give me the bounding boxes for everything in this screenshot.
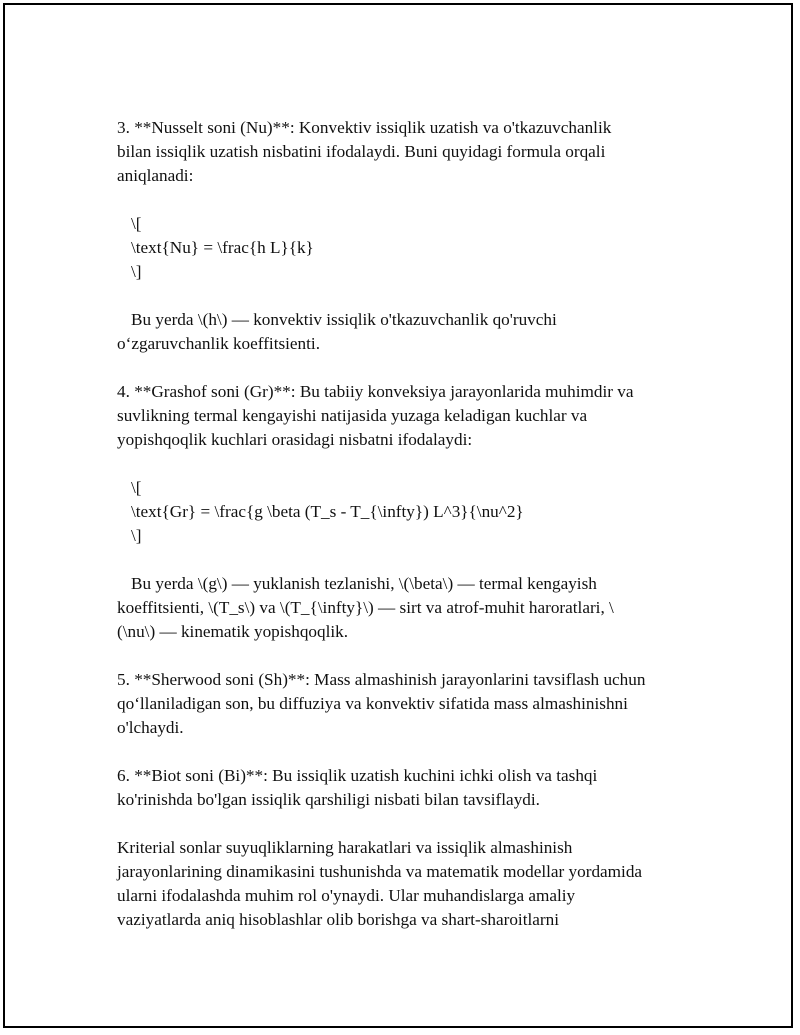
text-line: ko'rinishda bo'lgan issiqlik qarshiligi nisbati bilan tavsiflaydi. bbox=[117, 790, 540, 809]
note-grashof-continued bbox=[117, 596, 717, 644]
item-biot bbox=[117, 764, 717, 812]
document-body bbox=[117, 116, 717, 956]
text-line: ularni ifodalashda muhim rol o'ynaydi. Ular muhandislarga amaliy bbox=[117, 886, 576, 905]
item-nusselt bbox=[117, 116, 717, 188]
text-line: o'lchaydi. bbox=[117, 718, 184, 737]
text-line: bilan issiqlik uzatish nisbatini ifodalaydi. Buni quyidagi formula orqali bbox=[117, 142, 606, 161]
text-line: 5. **Sherwood soni (Sh)**: Mass almashinish jarayonlarini tavsiflash uchun bbox=[117, 670, 646, 689]
text-line: Bu yerda \(h\) — konvektiv issiqlik o'tkazuvchanlik qo'ruvchi bbox=[131, 310, 557, 329]
text-line: 6. **Biot soni (Bi)**: Bu issiqlik uzatish kuchini ichki olish va tashqi bbox=[117, 766, 598, 785]
formula-grashof bbox=[117, 476, 717, 548]
text-line: 3. **Nusselt soni (Nu)**: Konvektiv issiqlik uzatish va o'tkazuvchanlik bbox=[117, 118, 612, 137]
note-grashof bbox=[117, 572, 717, 596]
text-line: o‘zgaruvchanlik koeffitsienti. bbox=[117, 334, 321, 353]
conclusion-paragraph bbox=[117, 836, 717, 932]
text-line: (\nu\) — kinematik yopishqoqlik. bbox=[117, 622, 349, 641]
text-line: suvlikning termal kengayishi natijasida yuzaga keladigan kuchlar va bbox=[117, 406, 588, 425]
text-line: jarayonlarining dinamikasini tushunishda va matematik modellar yordamida bbox=[117, 862, 643, 881]
formula-line: \[ bbox=[131, 214, 142, 233]
note-nusselt-continued bbox=[117, 332, 717, 356]
formula-line: \text{Gr} = \frac{g \beta (T_s - T_{\infty}) L^3}{\nu^2} bbox=[131, 502, 524, 521]
item-grashof bbox=[117, 380, 717, 452]
formula-line: \] bbox=[131, 262, 142, 281]
text-line: vaziyatlarda aniq hisoblashlar olib borishga va shart-sharoitlarni bbox=[117, 910, 559, 929]
formula-nusselt bbox=[117, 212, 717, 284]
text-line: 4. **Grashof soni (Gr)**: Bu tabiiy konveksiya jarayonlarida muhimdir va bbox=[117, 382, 634, 401]
text-line: yopishqoqlik kuchlari orasidagi nisbatni ifodalaydi: bbox=[117, 430, 473, 449]
text-line: qo‘llaniladigan son, bu diffuziya va konvektiv sifatida mass almashinishni bbox=[117, 694, 628, 713]
formula-line: \text{Nu} = \frac{h L}{k} bbox=[131, 238, 314, 257]
formula-line: \[ bbox=[131, 478, 142, 497]
text-line: aniqlanadi: bbox=[117, 166, 194, 185]
item-sherwood bbox=[117, 668, 717, 740]
note-nusselt bbox=[117, 308, 717, 332]
text-line: Kriterial sonlar suyuqliklarning harakatlari va issiqlik almashinish bbox=[117, 838, 573, 857]
formula-line: \] bbox=[131, 526, 142, 545]
text-line: Bu yerda \(g\) — yuklanish tezlanishi, \(\beta\) — termal kengayish bbox=[131, 574, 597, 593]
text-line: koeffitsienti, \(T_s\) va \(T_{\infty}\) — sirt va atrof-muhit haroratlari, \ bbox=[117, 598, 614, 617]
